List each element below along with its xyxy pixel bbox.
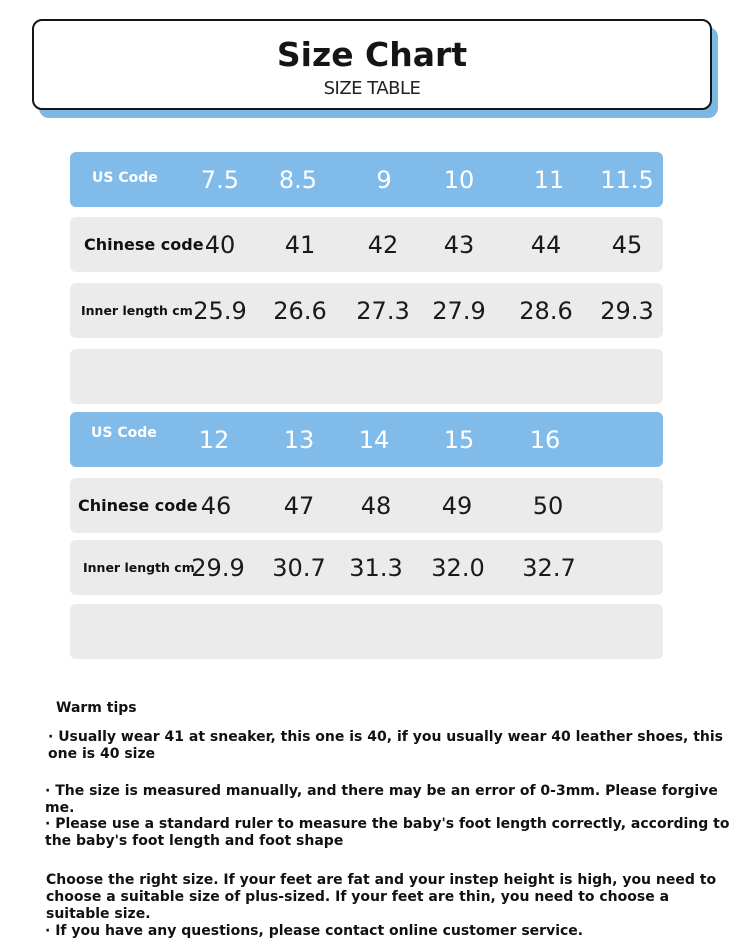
size-cell: 28.6 (519, 297, 573, 325)
size-cell: 12 (198, 426, 230, 454)
tip-item: · Usually wear 41 at sneaker, this one is 40, if you usually wear 40 leather shoes, this one is 40 size (48, 729, 724, 762)
size-cell: 29.3 (600, 297, 654, 325)
size-cell: 42 (367, 231, 399, 259)
chinese-code-label: Chinese code (78, 496, 198, 515)
size-cell: 46 (200, 492, 232, 520)
size-cell: 27.3 (356, 297, 410, 325)
us-code-label: US Code (91, 425, 157, 441)
size-cell: 43 (443, 231, 475, 259)
tip-item: Choose the right size. If your feet are fat and your instep height is high, you need to choose a suitable size of plus-sized. If your feet are thin, you need to choose a suitable size. (46, 872, 717, 922)
size-cell: 44 (530, 231, 562, 259)
size-cell: 40 (204, 231, 236, 259)
size-cell: 16 (529, 426, 561, 454)
table2-empty-row (70, 604, 663, 659)
size-cell: 11 (533, 166, 565, 194)
size-cell: 48 (360, 492, 392, 520)
size-cell: 31.3 (349, 554, 403, 582)
tip-item: · The size is measured manually, and there may be an error of 0-3mm. Please forgive me. (45, 783, 718, 816)
size-cell: 27.9 (432, 297, 486, 325)
table1-chinese-code-row (70, 217, 663, 272)
page-title: Size Chart (276, 35, 468, 74)
tip-item: · Please use a standard ruler to measure the baby's foot length correctly, according to the baby's foot length and foot shape (45, 816, 730, 849)
size-cell: 50 (532, 492, 564, 520)
size-cell: 15 (443, 426, 475, 454)
size-cell: 32.7 (522, 554, 576, 582)
size-cell: 29.9 (191, 554, 245, 582)
size-cell: 30.7 (272, 554, 326, 582)
table1-inner-length-row (70, 283, 663, 338)
inner-length-label: Inner length cm (81, 303, 193, 318)
table2-inner-length-row (70, 540, 663, 595)
size-cell: 7.5 (200, 166, 240, 194)
size-cell: 47 (283, 492, 315, 520)
page-subtitle: SIZE TABLE (323, 78, 421, 99)
size-cell: 41 (284, 231, 316, 259)
us-code-label: US Code (92, 170, 158, 186)
size-cell: 32.0 (431, 554, 485, 582)
size-cell: 9 (376, 166, 392, 194)
size-cell: 45 (611, 231, 643, 259)
size-cell: 8.5 (278, 166, 318, 194)
tip-item: · If you have any questions, please contact online customer service. (45, 923, 584, 939)
size-cell: 10 (443, 166, 475, 194)
table1-empty-row (70, 349, 663, 404)
tips-heading: Warm tips (56, 700, 137, 716)
size-cell: 25.9 (193, 297, 247, 325)
size-cell: 13 (283, 426, 315, 454)
size-cell: 14 (358, 426, 390, 454)
table1-us-code-row (70, 152, 663, 207)
chinese-code-label: Chinese code (84, 235, 204, 254)
table2-chinese-code-row (70, 478, 663, 533)
size-cell: 11.5 (600, 166, 654, 194)
header-card (32, 19, 712, 110)
inner-length-label: Inner length cm (83, 560, 195, 575)
size-cell: 49 (441, 492, 473, 520)
size-cell: 26.6 (273, 297, 327, 325)
table2-us-code-row (70, 412, 663, 467)
